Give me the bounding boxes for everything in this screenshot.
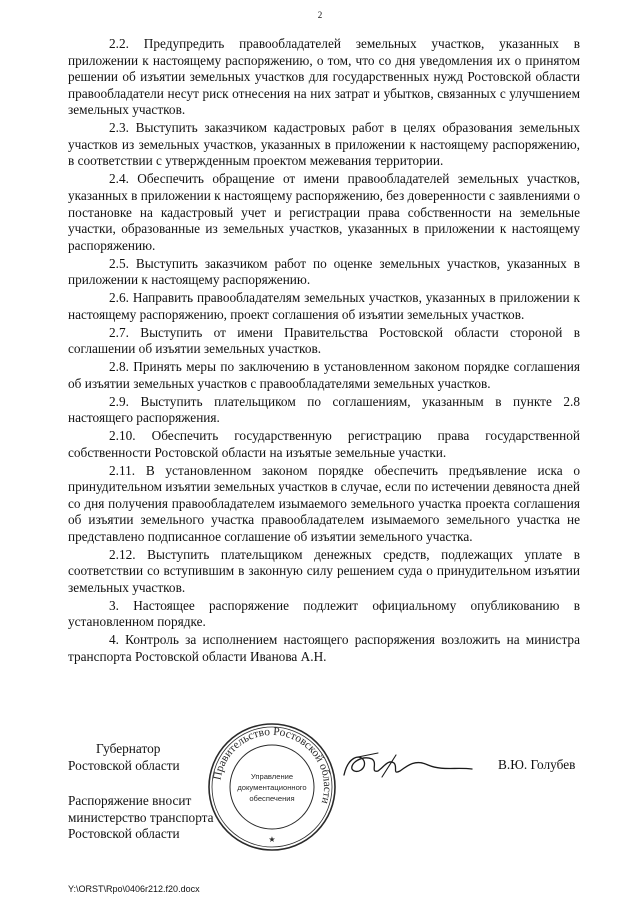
initiated-by-line1: Распоряжение вносит xyxy=(68,793,192,808)
page-number: 2 xyxy=(317,10,323,20)
paragraph-2-6: 2.6. Направить правообладателям земельных участков, указанных в приложении к настоящему распоряжению, проект соглашения об изъятии земельных участков. xyxy=(68,290,580,322)
paragraph-2-9: 2.9. Выступить плательщиком по соглашениям, указанным в пункте 2.8 настоящего распоряжения. xyxy=(68,393,580,426)
signatory-title-line2: Ростовской области xyxy=(68,757,180,773)
paragraph-2-11: 2.11. В установленном законом порядке обеспечить предъявление иска о принудительном изъятии земельных участков в случае, если по истечении девяноста дней со дня получения правообладателем изымаемого земельного участка проекта соглашения об изъятии земельного участка правообладателем изымаемого земельного участка не представлено подписанное соглашение об изъятии земельного участка. xyxy=(68,462,580,544)
initiated-by-block xyxy=(68,793,214,843)
paragraph-2-7: 2.7. Выступить от имени Правительства Ростовской области стороной в соглашении об изъятии земельных участков. xyxy=(68,324,580,357)
paragraph-4: 4. Контроль за исполнением настоящего распоряжения возложить на министра транспорта Ростовской области Иванова А.Н. xyxy=(68,632,580,664)
signatory-title-line1: Губернатор xyxy=(96,741,161,756)
document-body xyxy=(68,36,580,667)
paragraph-2-10: 2.10. Обеспечить государственную регистрацию права государственной собственности Ростовской области на изъятые земельные участки. xyxy=(68,428,580,460)
initiated-by-line2: министерство транспорта xyxy=(68,809,214,825)
signatory-name: В.Ю. Голубев xyxy=(498,757,576,772)
signatory-title xyxy=(68,741,180,774)
paragraph-3: 3. Настоящее распоряжение подлежит официальному опубликованию в установленном порядке. xyxy=(68,597,580,630)
stamp-inner-line3: обеспечения xyxy=(249,794,295,803)
stamp-inner-line2: документационного xyxy=(237,783,307,792)
handwritten-signature xyxy=(338,745,478,787)
file-path-footer: Y:\ORST\Rpo\0406r212.f20.docx xyxy=(68,884,200,894)
paragraph-2-12: 2.12. Выступить плательщиком денежных средств, подлежащих уплате в соответствии со вступившим в законную силу решением суда о принудительном изъятии земельных участков. xyxy=(68,546,580,595)
stamp-outer-text: Правительство Ростовской области xyxy=(211,725,334,806)
official-stamp xyxy=(206,721,338,853)
initiated-by-line3: Ростовской области xyxy=(68,826,180,842)
stamp-star-icon: ★ xyxy=(268,835,276,844)
stamp-inner-line1: Управление xyxy=(250,772,294,781)
paragraph-2-3: 2.3. Выступить заказчиком кадастровых работ в целях образования земельных участков из земельных участков, указанных в приложении к настоящему распоряжению, в соответствии с утвержденным проектом межевания территории. xyxy=(68,120,580,169)
paragraph-2-5: 2.5. Выступить заказчиком работ по оценке земельных участков, указанных в приложении к настоящему распоряжению. xyxy=(68,255,580,288)
paragraph-2-8: 2.8. Принять меры по заключению в установленном законом порядке соглашения об изъятии земельных участков с правообладателями земельных участков. xyxy=(68,359,580,391)
paragraph-2-4: 2.4. Обеспечить обращение от имени правообладателей земельных участков, указанных в приложении к настоящему распоряжению, без доверенности с заявлениями о постановке на кадастровый учет и регистрации права собственности на земельные участки, образованные из земельных участков, указанных в приложении к настоящему распоряжению. xyxy=(68,171,580,253)
paragraph-2-2: 2.2. Предупредить правообладателей земельных участков, указанных в приложении к настоящему распоряжению, о том, что со дня уведомления их о принятом решении об изъятии земельных участков для государственных нужд Ростовской области правообладатели несут риск отнесения на них затрат и убытков, связанных с улучшением земельных участков. xyxy=(68,36,580,118)
